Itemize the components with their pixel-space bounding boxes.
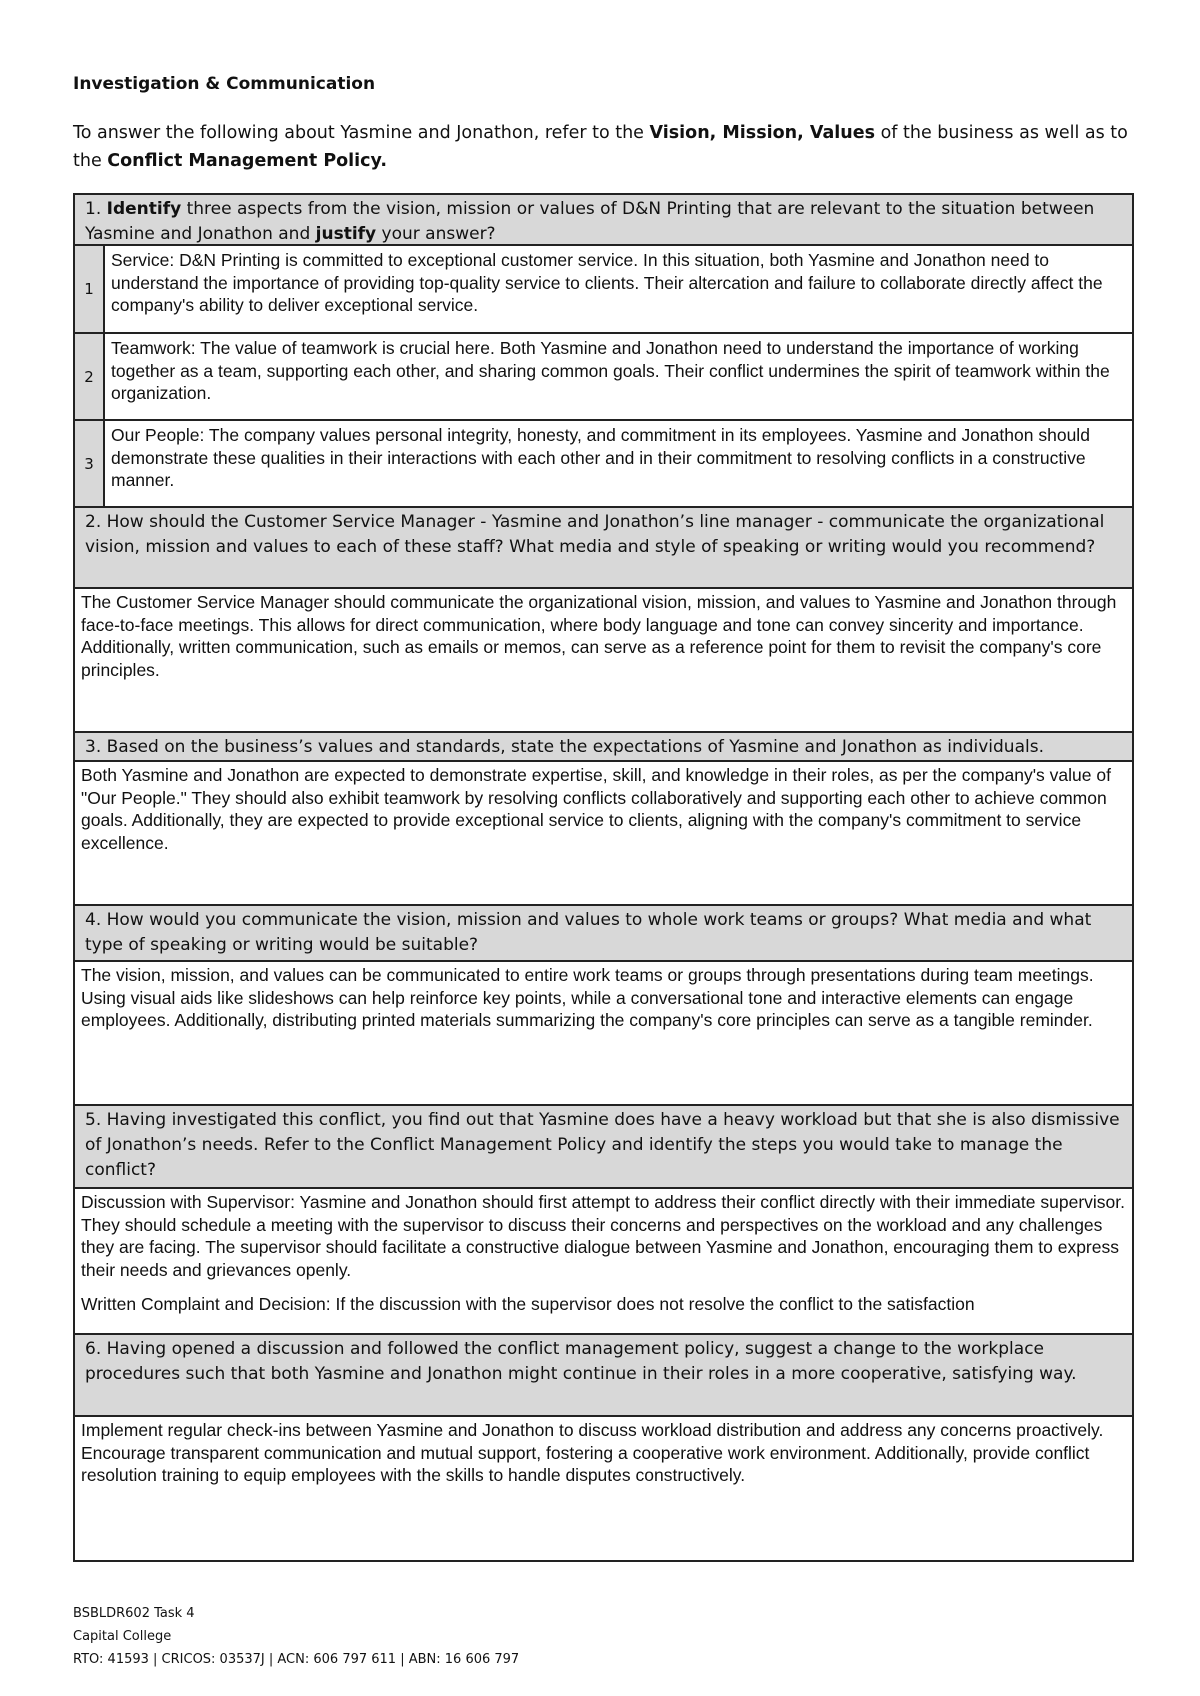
answer-5[interactable]	[75, 1189, 1132, 1335]
intro-text-1: To answer the following about Yasmine and Jonathon, refer to the	[73, 123, 650, 143]
question-4: 4. How would you communicate the vision, mission and values to whole work teams or groups? What media and what type of speaking or writing would be suitable?	[75, 906, 1132, 962]
question-1-bold-identify: Identify	[106, 199, 182, 219]
intro-text-2: of the business as well as to the	[73, 123, 1128, 171]
answer-2[interactable]: The Customer Service Manager should communicate the organizational vision, mission, and values to Yasmine and Jonathon through face-to-face meetings. This allows for direct communication, where body language and tone can convey sincerity and importance. Additionally, written communication, such as emails or memos, can serve as a reference point for them to revisit the company's core principles.	[75, 589, 1132, 733]
answer-1-row-text[interactable]: Service: D&N Printing is committed to exceptional customer service. In this situation, both Yasmine and Jonathon need to understand the importance of providing top-quality service to clients. Their altercation and failure to collaborate directly affect the company's ability to deliver exceptional service.	[111, 250, 1103, 315]
answer-5-paragraph-1: Discussion with Supervisor: Yasmine and Jonathon should first attempt to address their conflict directly with their immediate supervisor. They should schedule a meeting with the supervisor to discuss their concerns and perspectives on the workload and any challenges they are facing. The supervisor should facilitate a constructive dialogue between Yasmine and Jonathon, encouraging them to express their needs and grievances openly.	[81, 1192, 1125, 1280]
answer-1-row-text[interactable]: Our People: The company values personal integrity, honesty, and commitment in its employees. Yasmine and Jonathon should demonstrate these qualities in their interactions with each other and in their commitment to resolving conflicts in a constructive manner.	[111, 425, 1090, 490]
answer-4[interactable]: The vision, mission, and values can be communicated to entire work teams or groups through presentations during team meetings. Using visual aids like slideshows can help reinforce key points, while a conversational tone and interactive elements can engage employees. Additionally, distributing printed materials summarizing the company's core principles can serve as a tangible reminder.	[75, 962, 1132, 1106]
answer-1-row-text[interactable]: Teamwork: The value of teamwork is crucial here. Both Yasmine and Jonathon need to understand the importance of working together as a team, supporting each other, and sharing common goals. Their conflict undermines the spirit of teamwork within the organization.	[111, 338, 1110, 403]
answer-1-row-number: 1	[75, 246, 105, 332]
answer-6[interactable]: Implement regular check-ins between Yasmine and Jonathon to discuss workload distribution and address any concerns proactively. Encourage transparent communication and mutual support, fostering a cooperative work environment. Additionally, provide conflict resolution training to equip employees with the skills to handle disputes constructively.	[81, 1420, 1104, 1485]
question-1-bold-justify: justify	[315, 224, 377, 244]
answer-1-row-3	[75, 421, 1132, 508]
question-1	[75, 195, 1132, 246]
answer-5-paragraph-2: Written Complaint and Decision: If the discussion with the supervisor does not resolve the conflict to the satisfaction	[81, 1294, 975, 1314]
question-1-text-a: three aspects from the vision, mission or values of D&N Printing that are relevant to the situation between Yasmine and Jonathon and	[85, 199, 1095, 244]
footer-college-name: Capital College	[73, 1629, 172, 1644]
answer-1-row-1	[75, 246, 1132, 334]
answer-1-row-number: 3	[75, 421, 105, 506]
question-1-text-b: your answer?	[376, 224, 496, 244]
answer-3[interactable]: Both Yasmine and Jonathon are expected to demonstrate expertise, skill, and knowledge in their roles, as per the company's value of "Our People." They should also exhibit teamwork by resolving conflicts collaboratively and supporting each other to achieve common goals. Additionally, they are expected to provide exceptional service to clients, aligning with the company's commitment to service excellence.	[75, 762, 1132, 906]
answer-1-row-2	[75, 334, 1132, 421]
footer-registration-numbers: RTO: 41593 | CRICOS: 03537J | ACN: 606 797 611 | ABN: 16 606 797	[73, 1652, 520, 1667]
question-3: 3. Based on the business’s values and standards, state the expectations of Yasmine and Jonathon as individuals.	[75, 733, 1132, 762]
page-footer	[73, 1602, 519, 1671]
intro-bold-1: Vision, Mission, Values	[649, 123, 875, 143]
intro-bold-2: Conflict Management Policy.	[107, 151, 387, 171]
footer-course-code: BSBLDR602 Task 4	[73, 1606, 195, 1621]
intro-paragraph	[73, 119, 1143, 175]
question-1-number: 1.	[85, 199, 102, 219]
answer-1-row-number: 2	[75, 334, 105, 419]
question-table	[73, 193, 1134, 1562]
question-5: 5. Having investigated this conflict, you find out that Yasmine does have a heavy workload but that she is also dismissive of Jonathon’s needs. Refer to the Conflict Management Policy and identify the steps you would take to manage the conflict?	[75, 1106, 1132, 1189]
question-6: 6. Having opened a discussion and followed the conflict management policy, suggest a change to the workplace procedures such that both Yasmine and Jonathon might continue in their roles in a more cooperative, satisfying way.	[75, 1335, 1132, 1417]
question-2: 2. How should the Customer Service Manager - Yasmine and Jonathon’s line manager - communicate the organizational vision, mission and values to each of these staff? What media and style of speaking or writing would you recommend?	[75, 508, 1132, 589]
page-title: Investigation & Communication	[73, 74, 376, 94]
